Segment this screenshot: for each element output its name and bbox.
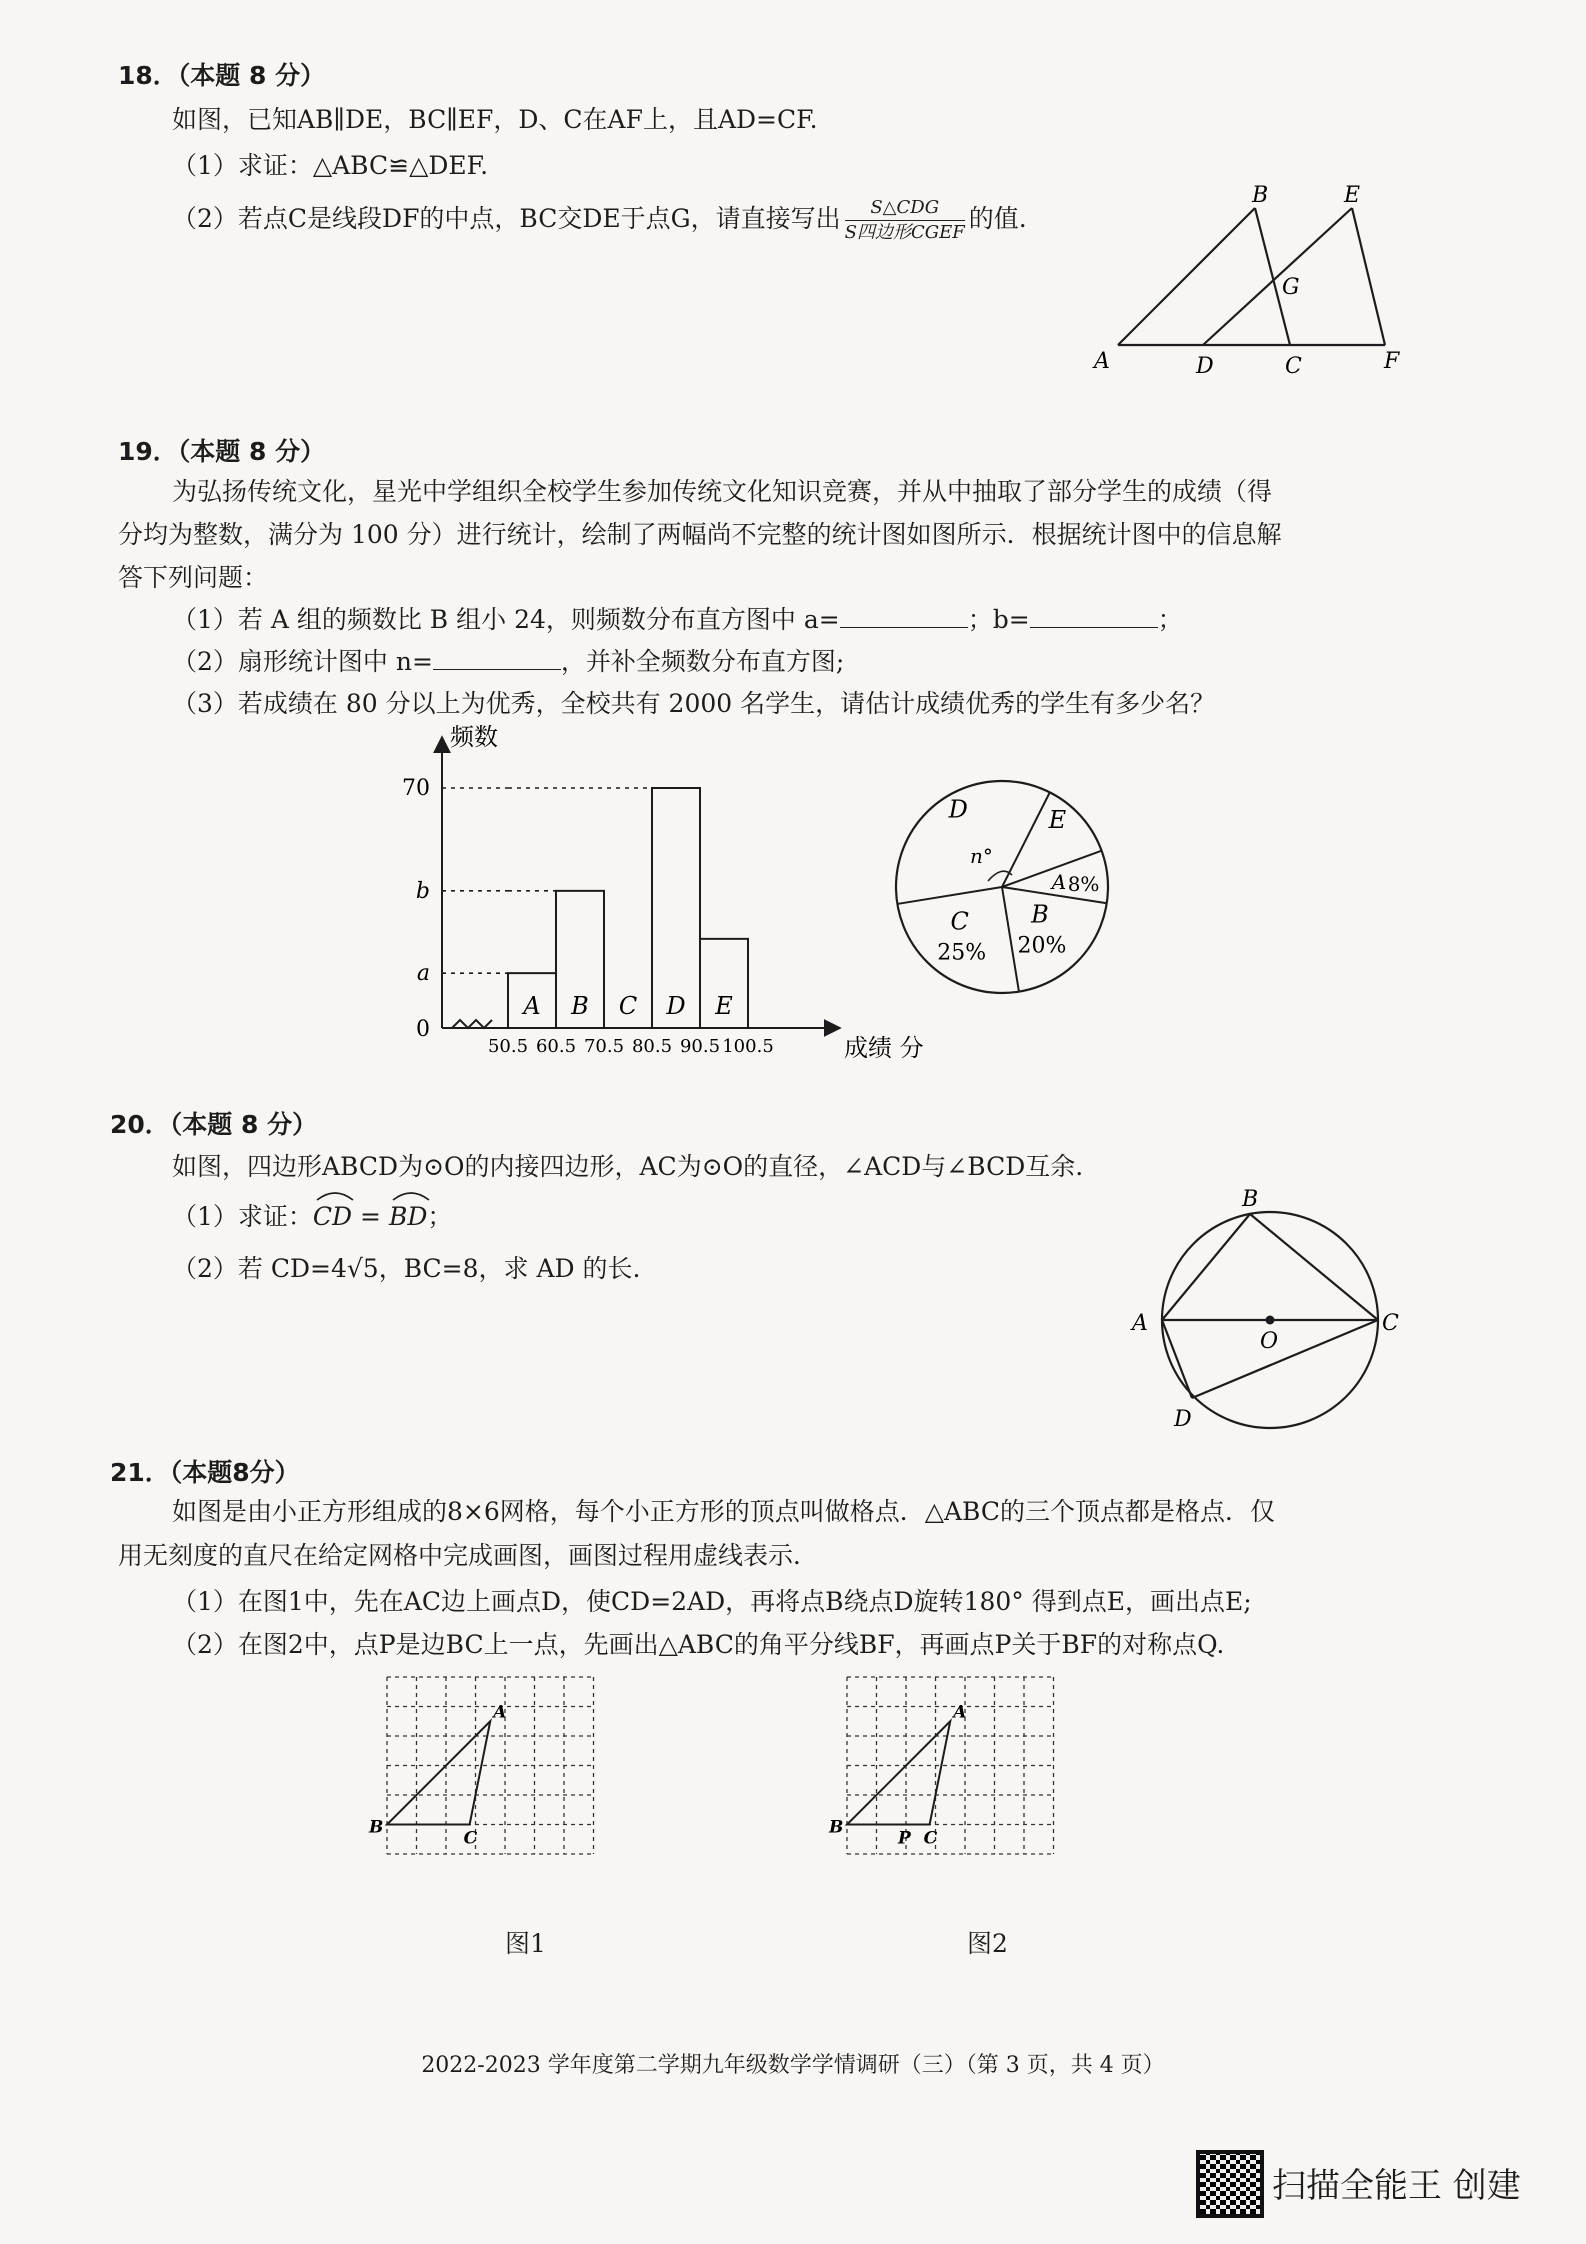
- pie-angle-n: n°: [970, 844, 993, 868]
- q20-heading: 20．（本题 8 分）: [110, 1110, 318, 1139]
- q20-part2: （2）若 CD=4√5，BC=8，求 AD 的长.: [172, 1254, 641, 1283]
- q19-part1-end: ；: [1157, 605, 1183, 634]
- q21-part1: （1）在图1中，先在AC边上画点D，使CD=2AD，再将点B绕点D旋转180° 得到点E，画出点E;: [172, 1587, 1252, 1616]
- pie-divider-D: [897, 887, 1002, 904]
- scanner-brand-text: 扫描全能王 创建: [1272, 2166, 1521, 2206]
- label-B: B: [1242, 1187, 1259, 1212]
- q19-part2-text: （2）扇形统计图中 n=: [172, 647, 433, 676]
- label-A: A: [493, 1702, 507, 1723]
- label-P: P: [898, 1828, 911, 1849]
- q18-part2: [172, 196, 1027, 245]
- xtick-70.5: 70.5: [583, 1036, 625, 1057]
- q19-intro-line1: 为弘扬传统文化，星光中学组织全校学生参加传统文化知识竞赛，并从中抽取了部分学生的成绩（得: [172, 477, 1273, 506]
- xtick-90.5: 90.5: [679, 1036, 721, 1057]
- label-O: O: [1260, 1329, 1279, 1354]
- xtick-80.5: 80.5: [631, 1036, 673, 1057]
- q18-frac-den: S四边形CGEF: [844, 222, 965, 243]
- q19-heading: 19．（本题 8 分）: [118, 437, 326, 466]
- arc-BD: BD: [389, 1195, 427, 1239]
- q19-histogram: [400, 725, 960, 1070]
- q18-part2-text: （2）若点C是线段DF的中点，BC交DE于点G，请直接写出: [172, 204, 841, 233]
- q19-part3: （3）若成绩在 80 分以上为优秀，全校共有 2000 名学生，请估计成绩优秀的学生有多少名？: [172, 689, 1216, 718]
- pie-pct-B: 20%: [1017, 933, 1067, 959]
- seg-BC: [1250, 1214, 1378, 1320]
- label-A: A: [1094, 349, 1110, 374]
- label-C: C: [923, 1828, 938, 1849]
- pie-divider-C: [1002, 887, 1019, 992]
- pie-pct-A: 8%: [1067, 871, 1100, 896]
- center-point-O: [1266, 1316, 1275, 1325]
- q21-heading: 21．（本题8分）: [110, 1458, 300, 1487]
- histogram-ylabel: 频数: [450, 725, 498, 751]
- seg-DA: [1162, 1320, 1192, 1398]
- label-C: C: [1382, 1311, 1399, 1336]
- label-G: G: [1282, 275, 1300, 300]
- q21-intro-line1: 如图是由小正方形组成的8×6网格，每个小正方形的顶点叫做格点．△ABC的三个顶点都是格点．仅: [172, 1497, 1276, 1526]
- bar-label-C: C: [618, 992, 638, 1020]
- seg-AB: [1118, 208, 1255, 345]
- bar-label-B: B: [571, 992, 589, 1020]
- q21-intro-line2: 用无刻度的直尺在给定网格中完成画图，画图过程用虚线表示．: [118, 1541, 819, 1570]
- ytick-70: 70: [402, 776, 430, 801]
- fig1-caption: 图1: [505, 1929, 546, 1958]
- arc-equal: =: [360, 1202, 381, 1231]
- q18-fraction: [845, 196, 965, 245]
- ytick-0: 0: [416, 1017, 430, 1042]
- label-B: B: [369, 1817, 384, 1838]
- q19-part2: [172, 640, 844, 684]
- seg-DE: [1203, 208, 1352, 345]
- pie-label-C: C: [950, 907, 969, 936]
- q19-intro-line2: 分均为整数，满分为 100 分）进行统计，绘制了两幅尚不完整的统计图如图所示．根据统计图中的信息解: [118, 520, 1282, 549]
- label-E: E: [1344, 183, 1361, 208]
- q18-intro: 如图，已知AB∥DE，BC∥EF，D、C在AF上，且AD=CF.: [172, 105, 818, 134]
- bar-label-D: D: [666, 992, 686, 1020]
- q19-part1-text: （1）若 A 组的频数比 B 组小 24，则频数分布直方图中 a=: [172, 605, 840, 634]
- q18-triangle-figure: [1080, 180, 1420, 380]
- ytick-a: a: [416, 961, 430, 987]
- bar-label-A: A: [523, 992, 541, 1020]
- axis-break-mark: [452, 1020, 492, 1028]
- q18-part2-end: 的值.: [968, 204, 1027, 233]
- xtick-60.5: 60.5: [535, 1036, 577, 1057]
- q19-blank-b[interactable]: [1030, 601, 1158, 628]
- xtick-100.5: 100.5: [722, 1036, 774, 1057]
- label-F: F: [1384, 349, 1400, 374]
- q19-part1: [172, 598, 1183, 642]
- q19-part2-end: ，并补全频数分布直方图;: [560, 647, 845, 676]
- seg-CD: [1192, 1320, 1378, 1398]
- label-D: D: [1196, 354, 1214, 379]
- label-A: A: [953, 1702, 967, 1723]
- q21-grid-fig1: [365, 1665, 705, 1925]
- xtick-50.5: 50.5: [487, 1036, 529, 1057]
- pie-label-E: E: [1048, 805, 1067, 834]
- label-C: C: [1285, 354, 1302, 379]
- q19-intro-line3: 答下列问题：: [118, 563, 269, 592]
- q19-blank-a[interactable]: [840, 601, 968, 628]
- q18-frac-num: S△CDG: [845, 196, 965, 221]
- q21-grid-fig2: [825, 1665, 1165, 1925]
- arc-CD: CD: [313, 1195, 352, 1239]
- pie-pct-C: 25%: [937, 940, 987, 966]
- pie-label-B: B: [1031, 900, 1049, 929]
- seg-EF: [1352, 208, 1385, 345]
- q20-part1-text: （1）求证：: [172, 1202, 313, 1231]
- label-B: B: [829, 1817, 844, 1838]
- label-C: C: [463, 1828, 478, 1849]
- q19-blank-n[interactable]: [433, 643, 561, 670]
- q20-intro: 如图，四边形ABCD为⊙O的内接四边形，AC为⊙O的直径，∠ACD与∠BCD互余.: [172, 1152, 1084, 1181]
- pie-label-A: A: [1051, 869, 1067, 894]
- q20-part1-end: ；: [427, 1202, 453, 1231]
- label-A: A: [1132, 1311, 1148, 1336]
- q19-pie-chart: [880, 775, 1130, 1015]
- q19-part1-b: ；b=: [967, 605, 1030, 634]
- bar-label-E: E: [715, 992, 733, 1020]
- pie-label-D: D: [948, 795, 968, 824]
- q18-heading: 18．（本题 8 分）: [118, 61, 326, 90]
- label-D: D: [1174, 1407, 1192, 1432]
- triangle-ABC: [387, 1721, 490, 1824]
- fig2-caption: 图2: [967, 1929, 1008, 1958]
- ytick-b: b: [415, 878, 430, 904]
- q20-circle-figure: [1120, 1180, 1420, 1440]
- q20-part1: [172, 1195, 452, 1239]
- qr-code-icon: [1196, 2150, 1264, 2218]
- q18-part1: （1）求证：△ABC≌△DEF.: [172, 151, 489, 180]
- q21-part2: （2）在图2中，点P是边BC上一点，先画出△ABC的角平分线BF，再画点P关于BF的对称点Q.: [172, 1630, 1225, 1659]
- histogram-xlabel: 成绩 分: [844, 1034, 924, 1062]
- triangle-ABC: [847, 1721, 950, 1824]
- label-B: B: [1252, 183, 1269, 208]
- page-footer: 2022-2023 学年度第二学期九年级数学学情调研（三）（第 3 页，共 4 页）: [421, 2053, 1165, 2078]
